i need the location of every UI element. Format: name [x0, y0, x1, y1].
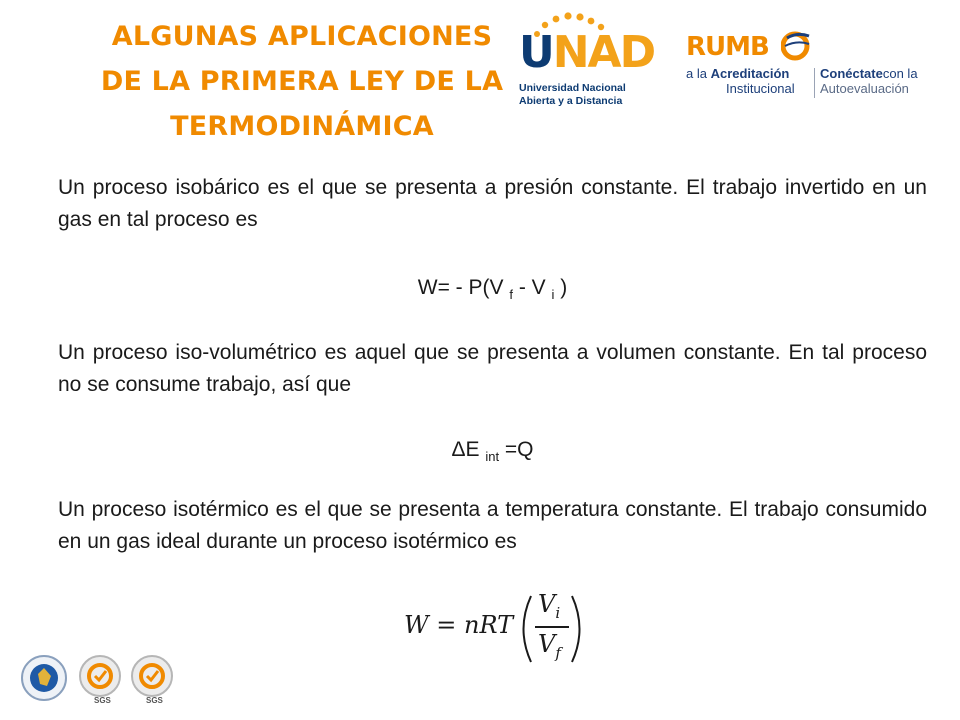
eq2-sub-int: int	[485, 449, 500, 464]
sgs-label-1: SGS	[94, 696, 111, 705]
paragraph-isovolumetric: Un proceso iso-volumétrico es aquel que se presenta a volumen constante. En tal proceso no se consume trabajo, así que	[58, 341, 927, 396]
eq1-part-a: W= - P(V	[417, 276, 510, 299]
certification-badges	[20, 650, 180, 710]
rumbo-globe-icon	[781, 28, 811, 62]
slide-title	[98, 14, 506, 149]
paragraph-isothermal: Un proceso isotérmico es el que se presenta a temperatura constante. El trabajo consumido en un gas ideal durante un proceso isotérmico es	[58, 498, 927, 553]
paragraph-isobaric: Un proceso isobárico es el que se presenta a presión constante. El trabajo invertido en un gas en tal proceso es	[58, 176, 927, 231]
eq1-part-b: - V	[512, 276, 552, 299]
formula-denominator	[538, 630, 561, 667]
unad-logo	[515, 12, 655, 108]
formula-num-v: V	[538, 590, 556, 618]
rumbo-line-2: Institucional	[726, 81, 795, 96]
formula-num-sub: i	[555, 604, 561, 622]
rumbo-divider	[814, 68, 815, 98]
unad-subtitle	[519, 82, 626, 108]
formula-den-sub: f	[555, 644, 561, 662]
formula-isothermal-work	[404, 586, 584, 666]
rumbo-right-bold: Conéctate	[820, 66, 883, 81]
eq1-part-c: )	[554, 276, 568, 299]
rumbo-wordmark: RUMB	[686, 32, 769, 62]
rumbo-bold: Acreditación	[710, 66, 790, 81]
formula-fraction-bar	[535, 626, 569, 628]
equation-internal-energy	[58, 434, 927, 473]
unad-sub-line-1: Universidad Nacional	[519, 82, 626, 94]
formula-numerator	[538, 590, 560, 627]
title-line-3: TERMODINÁMICA	[170, 111, 434, 142]
eq1-sub-i: i	[551, 287, 555, 302]
rumbo-logo	[686, 32, 926, 102]
equation-isobaric-work	[58, 272, 927, 311]
eq2-part-b: =Q	[499, 438, 534, 461]
eq1-sub-f: f	[509, 287, 513, 302]
sgs-label-2: SGS	[146, 696, 163, 705]
formula-lhs: W = nRT	[404, 611, 514, 639]
title-line-1: ALGUNAS APLICACIONES	[111, 21, 493, 52]
rumbo-right-line-1	[820, 66, 918, 82]
title-line-2: DE LA PRIMERA LEY DE LA	[100, 66, 504, 97]
rumbo-line-1	[686, 66, 789, 82]
eq2-part-a: ΔE	[451, 438, 486, 461]
unad-sub-line-2: Abierta y a Distancia	[519, 95, 623, 107]
unad-nad: NAD	[552, 27, 655, 78]
rumbo-right-line-2: Autoevaluación	[820, 81, 909, 96]
unad-u: U	[519, 27, 553, 78]
rumbo-right-rest: con la	[882, 66, 918, 81]
unad-wordmark	[519, 28, 654, 78]
formula-den-v: V	[538, 630, 556, 658]
rumbo-prefix: a la	[686, 66, 711, 81]
